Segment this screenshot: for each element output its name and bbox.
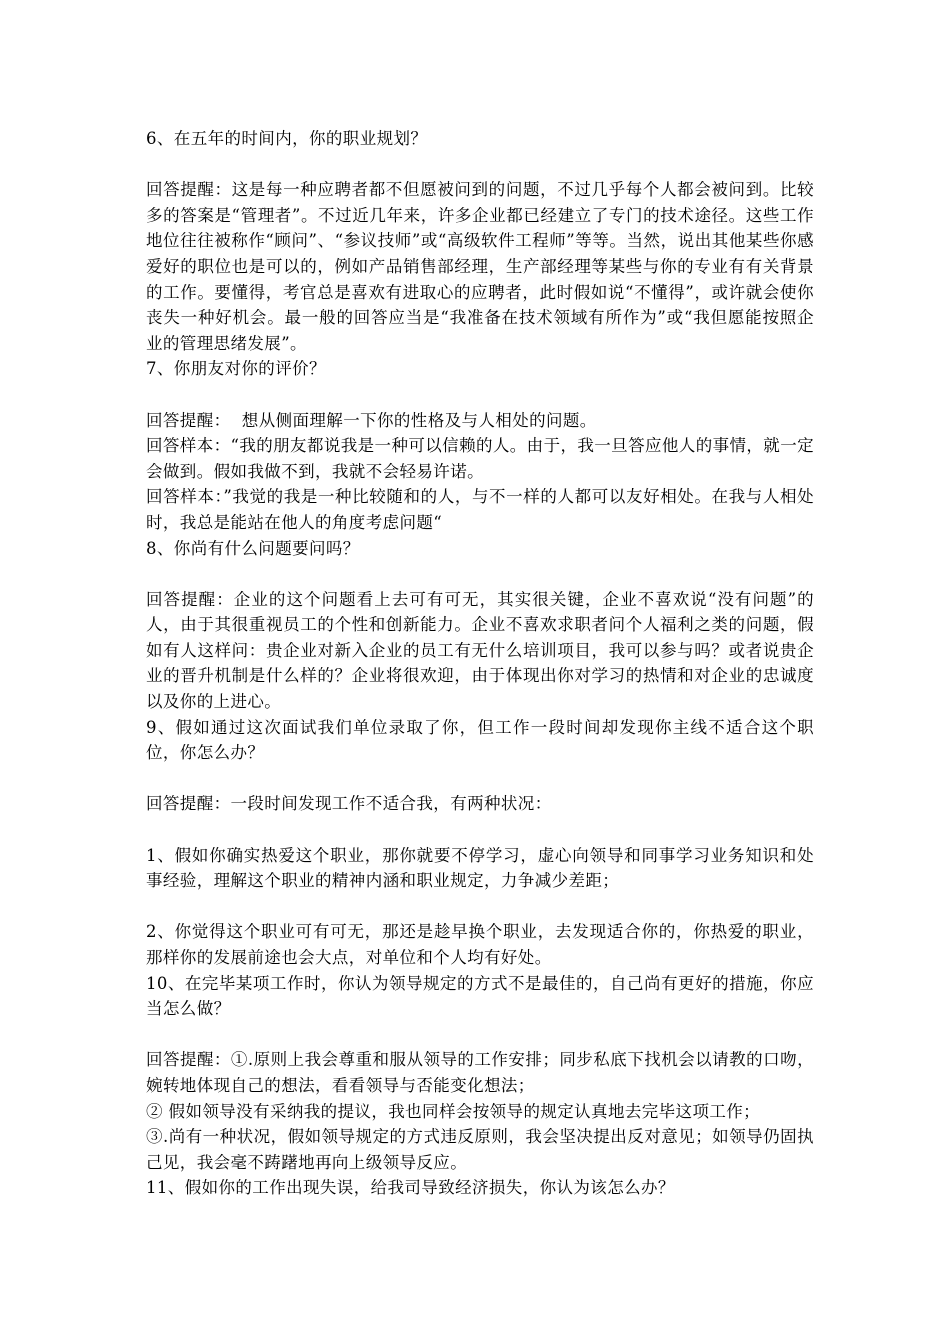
blank-line	[146, 894, 814, 920]
blank-line	[146, 561, 814, 587]
answer-7-sample-1: 回答样本：“我的朋友都说我是一种可以信赖的人。由于，我一旦答应他人的事情，就一定会做到。假如我做不到，我就不会轻易许诺。	[146, 436, 814, 481]
answer-10-point-1: 回答提醒：①.原则上我会尊重和服从领导的工作安排；同步私底下找机会以请教的口吻，婉转地体现自己的想法，看看领导与否能变化想法；	[146, 1050, 814, 1095]
answer-9-case-2: 2、你觉得这个职业可有可无，那还是趁早换个职业，去发现适合你的，你热爱的职业，那样你的发展前途也会大点，对单位和个人均有好处。	[146, 922, 814, 967]
question-10: 10、在完毕某项工作时，你认为领导规定的方式不是最佳的，自己尚有更好的措施，你应当怎么做？	[146, 973, 814, 1019]
answer-7-sample-2: 回答样本：”我觉的我是一种比较随和的人，与不一样的人都可以友好相处。在我与人相处时，我总是能站在他人的角度考虑问题“	[146, 487, 814, 532]
question-7: 7、你朋友对你的评价？	[146, 359, 326, 379]
answer-10-point-3: ③.尚有一种状况，假如领导规定的方式违反原则，我会坚决提出反对意见；如领导仍固执己见，我会毫不踌躇地再向上级领导反应。	[146, 1127, 814, 1172]
answer-9-tip: 回答提醒：一段时间发现工作不适合我，有两种状况：	[146, 794, 552, 814]
blank-line	[146, 382, 814, 408]
blank-line	[146, 817, 814, 843]
answer-6-tip: 回答提醒：这是每一种应聘者都不但愿被问到的问题，不过几乎每个人都会被问到。比较多的答案是“管理者”。不过近几年来，许多企业都已经建立了专门的技术途径。这些工作地位往往被称作“顾问”、“参议技师”或“高级软件工程师”等等。当然，说出其他某些你感爱好的职位也是可以的，例如产品销售部经理，生产部经理等某些与你的专业有有关背景的工作。要懂得，考官总是喜欢有进取心的应聘者，此时假如说“不懂得”，或许就会使你丧失一种好机会。最一般的回答应当是“我准备在技术领域有所作为”或“我但愿能按照企业的管理思绪发展”。	[146, 180, 814, 353]
answer-8-tip: 回答提醒：企业的这个问题看上去可有可无，其实很关键，企业不喜欢说“没有问题”的人，由于其很重视员工的个性和创新能力。企业不喜欢求职者问个人福利之类的问题，假如有人这样问：贵企业对新入企业的员工有无什么培训项目，我可以参与吗？或者说贵企业的晋升机制是什么样的？企业将很欢迎，由于体现出你对学习的热情和对企业的忠诚度以及你的上进心。	[146, 589, 814, 712]
question-9: 9、假如通过这次面试我们单位录取了你，但工作一段时间却发现你主线不适合这个职位，你怎么办？	[146, 717, 814, 763]
answer-7-tip: 回答提醒： 想从侧面理解一下你的性格及与人相处的问题。	[146, 410, 597, 430]
blank-line	[146, 1022, 814, 1048]
blank-line	[146, 152, 814, 178]
question-11: 11、假如你的工作出现失误，给我司导致经济损失，你认为该怎么办？	[146, 1178, 675, 1198]
answer-9-case-1: 1、假如你确实热爱这个职业，那你就要不停学习，虚心向领导和同事学习业务知识和处事经验，理解这个职业的精神内涵和职业规定，力争减少差距；	[146, 845, 814, 891]
answer-10-point-2: ② 假如领导没有采纳我的提议，我也同样会按领导的规定认真地去完毕这项工作；	[146, 1101, 761, 1121]
question-6: 6、在五年的时间内，你的职业规划？	[146, 129, 428, 148]
document-page	[146, 126, 814, 1201]
question-8: 8、你尚有什么问题要问吗？	[146, 538, 360, 558]
blank-line	[146, 766, 814, 792]
